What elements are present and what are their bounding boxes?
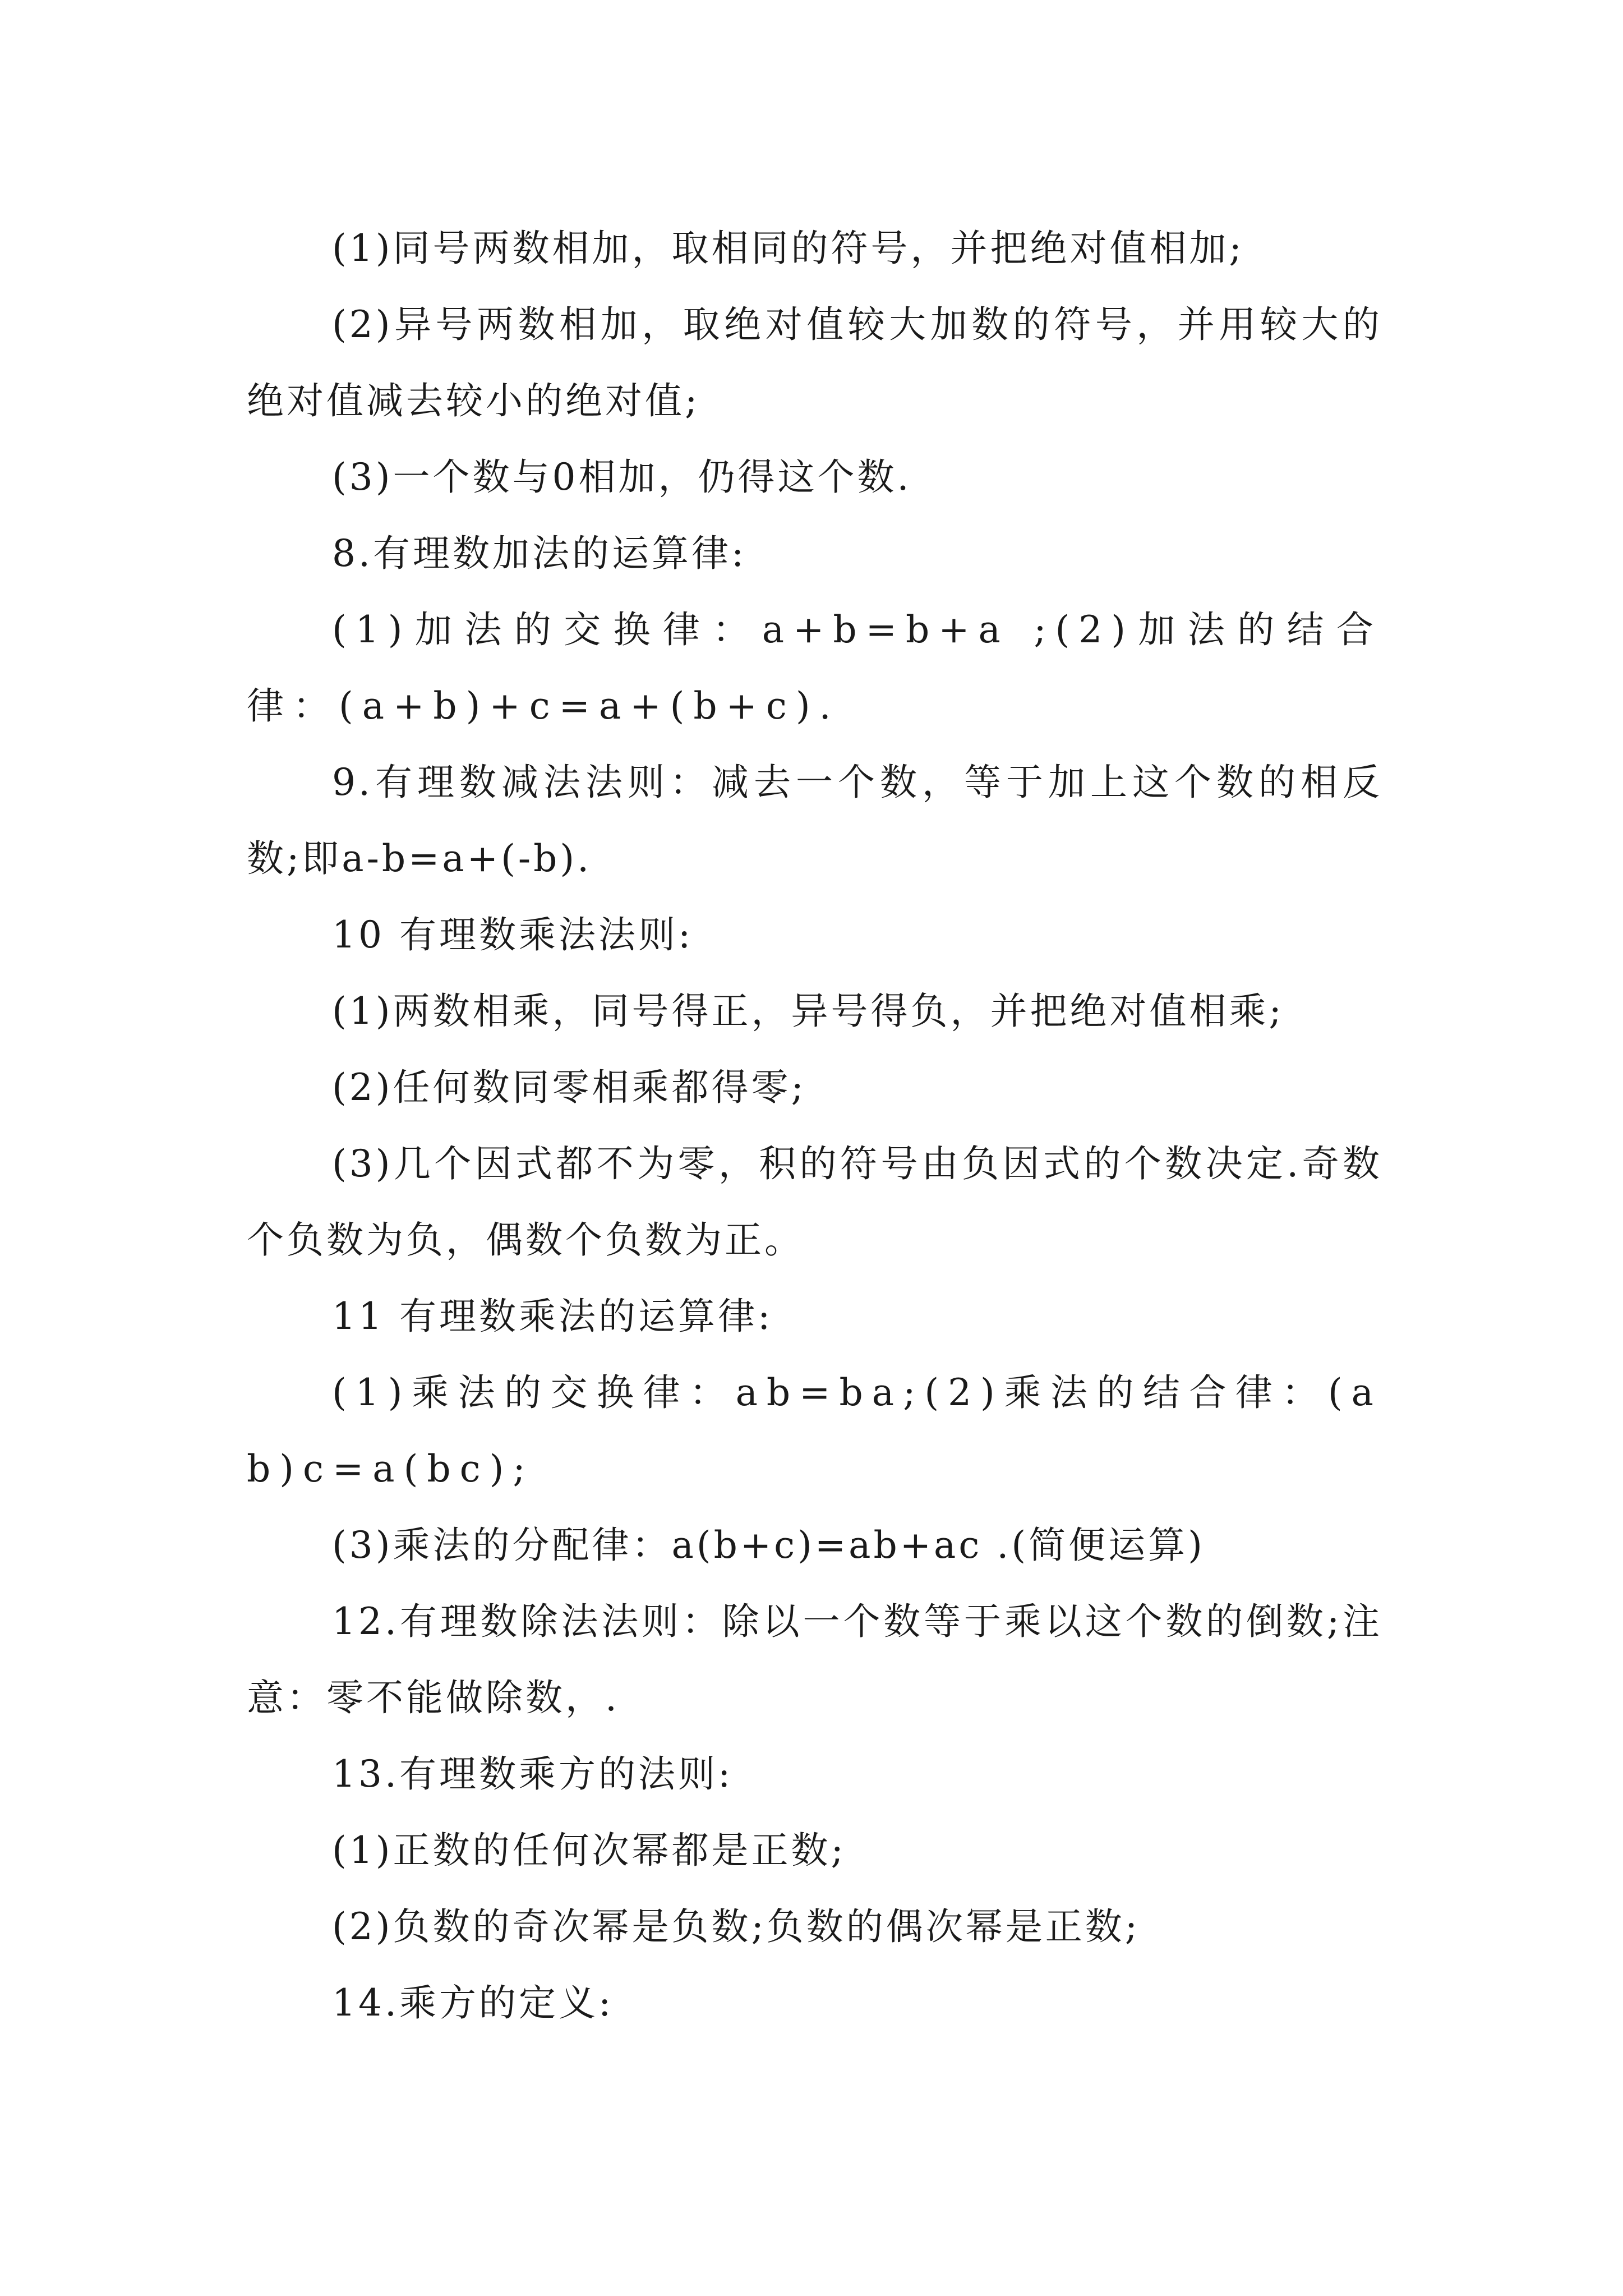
paragraph-5: (1)加法的交换律：a+b=b+a ;(2)加法的结合律：(a+b)+c=a+(b+c).: [247, 608, 1382, 728]
paragraph-11: 11 有理数乘法的运算律:: [332, 1295, 773, 1338]
paragraph-10: (3)几个因式都不为零，积的符号由负因式的个数决定.奇数个负数为负，偶数个负数为正。: [247, 1142, 1382, 1262]
paragraph-4: 8.有理数加法的运算律:: [332, 532, 747, 575]
document-body: [247, 210, 1382, 2041]
paragraph-1: (1)同号两数相加，取相同的符号，并把绝对值相加;: [332, 227, 1244, 270]
paragraph-7: 10 有理数乘法法则:: [332, 913, 694, 956]
paragraph-16: (1)正数的任何次幂都是正数;: [332, 1829, 846, 1872]
paragraph-15: 13.有理数乘方的法则:: [332, 1752, 734, 1796]
paragraph-2: (2)异号两数相加，取绝对值较大加数的符号，并用较大的绝对值减去较小的绝对值;: [247, 303, 1382, 422]
paragraph-6: 9.有理数减法法则：减去一个数，等于加上这个数的相反数;即a-b=a+(-b).: [247, 761, 1382, 880]
paragraph-14: 12.有理数除法法则：除以一个数等于乘以这个数的倒数;注意：零不能做除数，.: [247, 1600, 1382, 1719]
paragraph-12: (1)乘法的交换律：ab=ba;(2)乘法的结合律：(ab)c=a(bc);: [247, 1371, 1382, 1490]
paragraph-13: (3)乘法的分配律：a(b+c)=ab+ac .(简便运算): [332, 1524, 1205, 1567]
paragraph-3: (3)一个数与0相加，仍得这个数.: [332, 455, 912, 499]
paragraph-8: (1)两数相乘，同号得正，异号得负，并把绝对值相乘;: [332, 990, 1284, 1033]
paragraph-9: (2)任何数同零相乘都得零;: [332, 1066, 806, 1109]
paragraph-18: 14.乘方的定义:: [332, 1981, 614, 2024]
paragraph-17: (2)负数的奇次幂是负数;负数的偶次幂是正数;: [332, 1905, 1140, 1948]
